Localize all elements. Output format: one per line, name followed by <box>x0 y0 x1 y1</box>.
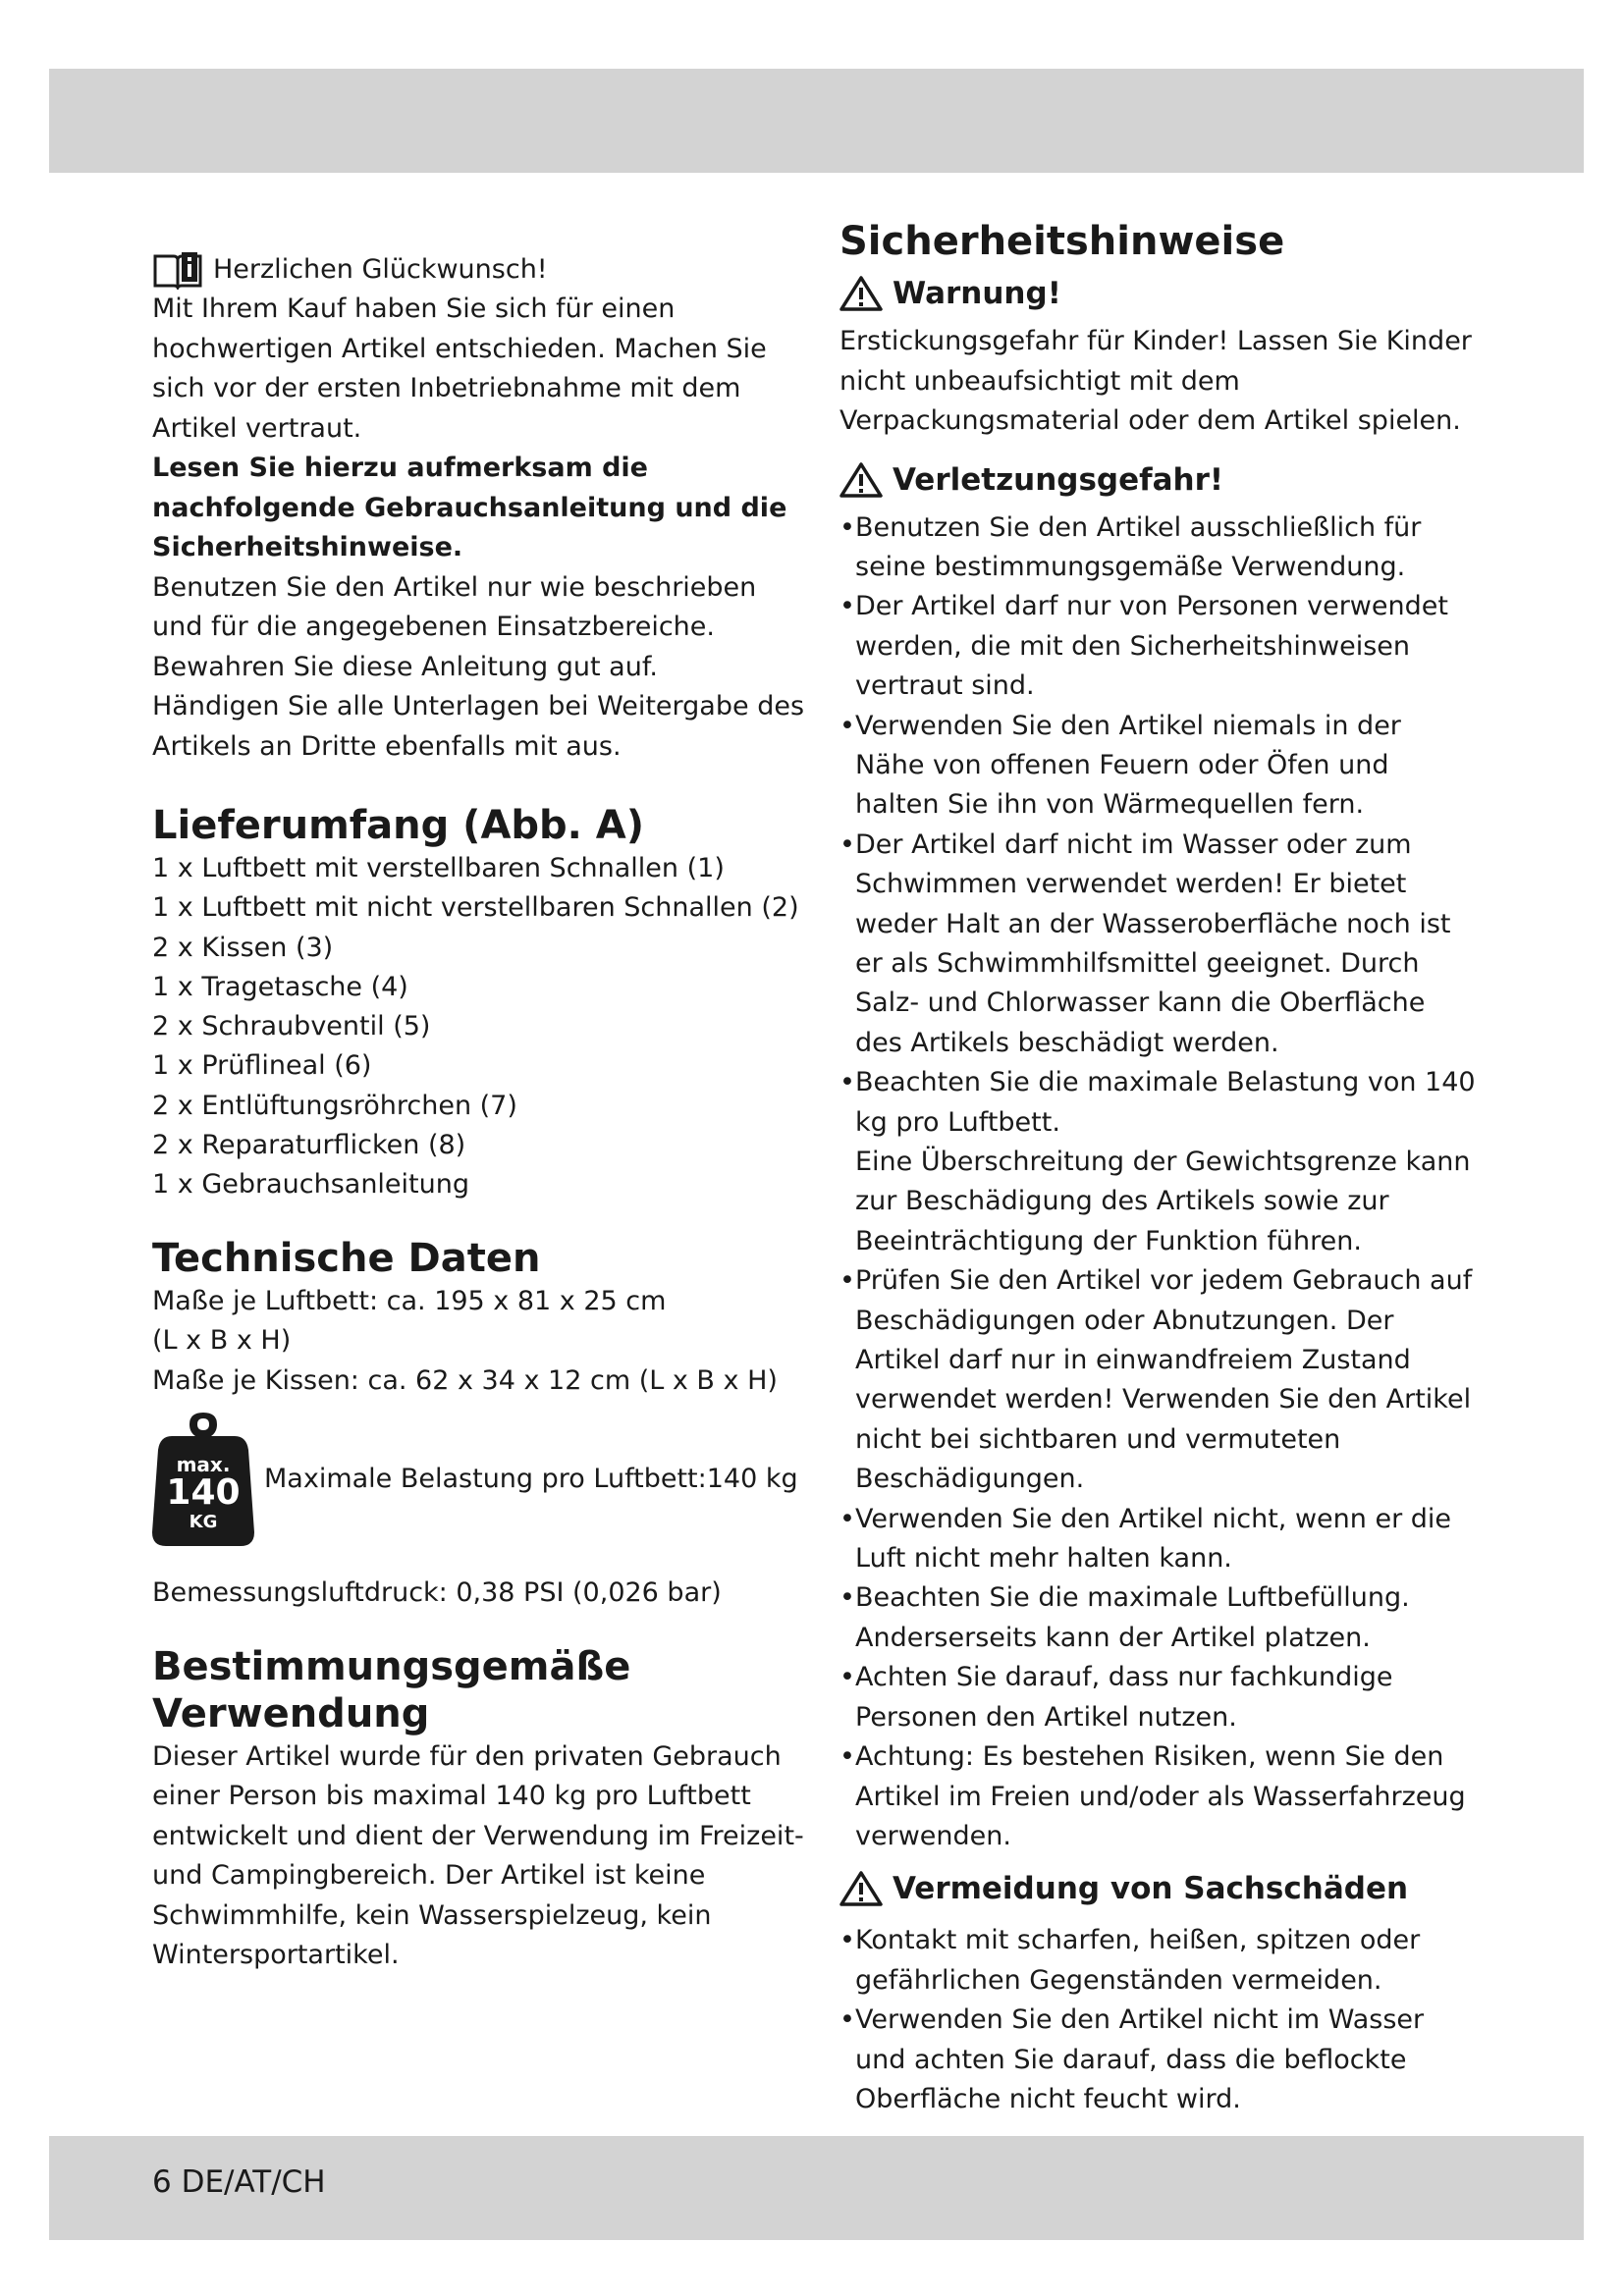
list-item: • Verwenden Sie den Artikel niemals in der Nähe von offenen Feuern oder Öfen und halten Sie ihn von Wärmequellen fern. <box>839 707 1478 826</box>
sachschaden-title: Vermeidung von Sachschäden <box>893 1871 1409 1907</box>
page-number: 6 DE/AT/CH <box>152 2164 326 2200</box>
warnung-text: Erstickungsgefahr für Kinder! Lassen Sie Kinder nicht unbeaufsichtigt mit dem Verpackungsmaterial oder dem Artikel spielen. <box>839 326 1472 436</box>
list-item: • Beachten Sie die maximale Belastung von 140 kg pro Luftbett. Eine Überschreitung der Gewichtsgrenze kann zur Beschädigung des Artikels sowie zur Beeinträchtigung der Funktion führen. <box>839 1063 1478 1261</box>
list-item: • Benutzen Sie den Artikel ausschließlich für seine bestimmungsgemäße Verwendung. <box>839 508 1478 588</box>
bed-dimensions-axes: (L x B x H) <box>152 1325 292 1357</box>
bestimmung-text: Dieser Artikel wurde für den privaten Gebrauch einer Person bis maximal 140 kg pro Luftbett entwickelt und dient der Verwendung im Freizeit- und Campingbereich. Der Artikel ist keine Schwimmhilfe, kein Wasserspielzeug, kein Wintersportartikel. <box>152 1740 804 1971</box>
weight-icon-value: 140 <box>166 1472 241 1514</box>
right-column <box>839 218 1478 2119</box>
warning-triangle-icon <box>839 275 883 312</box>
list-item: • Achten Sie darauf, dass nur fachkundige Personen den Artikel nutzen. <box>839 1658 1478 1737</box>
lieferumfang-list <box>152 849 805 1205</box>
sachschaden-list <box>839 1921 1478 2119</box>
list-item: • Kontakt mit scharfen, heißen, spitzen oder gefährlichen Gegenständen vermeiden. <box>839 1921 1478 2001</box>
lieferumfang-heading: Lieferumfang (Abb. A) <box>152 803 645 848</box>
list-item: • Verwenden Sie den Artikel nicht, wenn er die Luft nicht mehr halten kann. <box>839 1500 1478 1579</box>
list-item: • Achtung: Es bestehen Risiken, wenn Sie den Artikel im Freien und/oder als Wasserfahrzeug verwenden. <box>839 1737 1478 1856</box>
technische-daten-heading: Technische Daten <box>152 1235 541 1281</box>
weight-icon-unit: KG <box>189 1512 218 1533</box>
warning-triangle-icon <box>839 461 883 499</box>
list-item: 2 x Schraubventil (5) <box>152 1011 431 1042</box>
greeting-text: Herzlichen Glückwunsch! <box>213 254 548 285</box>
sachschaden-heading <box>839 1870 1478 1907</box>
bestimmung-heading-line1: Bestimmungsgemäße <box>152 1643 631 1689</box>
warning-triangle-icon <box>839 1870 883 1907</box>
bed-dimensions: Maße je Luftbett: ca. 195 x 81 x 25 cm <box>152 1285 667 1316</box>
intro-bold-paragraph: Lesen Sie hierzu aufmerksam die nachfolgende Gebrauchsanleitung und die Sicherheitshinweise. <box>152 453 787 562</box>
pressure-text: Bemessungsluftdruck: 0,38 PSI (0,026 bar) <box>152 1577 722 1609</box>
list-item: 2 x Reparaturflicken (8) <box>152 1130 466 1161</box>
list-item: • Der Artikel darf nur von Personen verwendet werden, die mit den Sicherheitshinweisen vertraut sind. <box>839 587 1478 706</box>
weight-icon-max: max. <box>176 1453 231 1477</box>
verletzung-title: Verletzungsgefahr! <box>893 461 1224 498</box>
list-item: 1 x Prüflineal (6) <box>152 1050 372 1082</box>
intro-paragraph: Mit Ihrem Kauf haben Sie sich für einen hochwertigen Artikel entschieden. Machen Sie sich vor der ersten Inbetriebnahme mit dem Artikel vertraut. <box>152 294 767 444</box>
verletzung-list <box>839 508 1478 1857</box>
header-band <box>49 69 1584 173</box>
list-item: 1 x Tragetasche (4) <box>152 971 408 1002</box>
list-item: 2 x Kissen (3) <box>152 932 334 963</box>
keep-paragraph: Bewahren Sie diese Anleitung gut auf. <box>152 651 658 682</box>
list-item: • Prüfen Sie den Artikel vor jedem Gebrauch auf Beschädigungen oder Abnutzungen. Der Artikel darf nur in einwandfreiem Zustand verwendet werden! Verwenden Sie den Artikel nicht bei sichtbaren und vermuteten Beschädigungen. <box>839 1261 1478 1499</box>
handover-paragraph: Händigen Sie alle Unterlagen bei Weitergabe des Artikels an Dritte ebenfalls mit aus. <box>152 691 805 762</box>
verletzung-heading <box>839 461 1478 499</box>
greeting-line <box>152 250 805 290</box>
info-book-icon <box>152 250 203 290</box>
max-load-text: Maximale Belastung pro Luftbett:140 kg <box>264 1464 798 1495</box>
weight-icon <box>152 1411 254 1548</box>
list-item: 2 x Entlüftungsröhrchen (7) <box>152 1090 517 1121</box>
list-item: 1 x Gebrauchsanleitung <box>152 1169 469 1201</box>
warnung-heading <box>839 275 1478 312</box>
warnung-title: Warnung! <box>893 276 1061 311</box>
left-column <box>152 250 805 1976</box>
list-item: • Der Artikel darf nicht im Wasser oder zum Schwimmen verwendet werden! Er bietet weder Halt an der Wasseroberfläche noch ist er als Schwimmhilfsmittel geeignet. Durch Salz- und Chlorwasser kann die Oberfläche des Artikels beschädigt werden. <box>839 826 1478 1063</box>
list-item: • Verwenden Sie den Artikel nicht im Wasser und achten Sie darauf, dass die beflockte Oberfläche nicht feucht wird. <box>839 2001 1478 2119</box>
bestimmung-heading-line2: Verwendung <box>152 1690 430 1736</box>
pillow-dimensions: Maße je Kissen: ca. 62 x 34 x 12 cm (L x B x H) <box>152 1364 778 1396</box>
sicherheit-heading: Sicherheitshinweise <box>839 219 1285 264</box>
usage-paragraph: Benutzen Sie den Artikel nur wie beschrieben und für die angegebenen Einsatzbereiche. <box>152 571 757 642</box>
list-item: 1 x Luftbett mit verstellbaren Schnallen (1) <box>152 853 725 883</box>
list-item: 1 x Luftbett mit nicht verstellbaren Schnallen (2) <box>152 892 799 924</box>
max-load-row <box>152 1411 805 1548</box>
list-item: • Beachten Sie die maximale Luftbefüllung. Anderserseits kann der Artikel platzen. <box>839 1578 1478 1658</box>
